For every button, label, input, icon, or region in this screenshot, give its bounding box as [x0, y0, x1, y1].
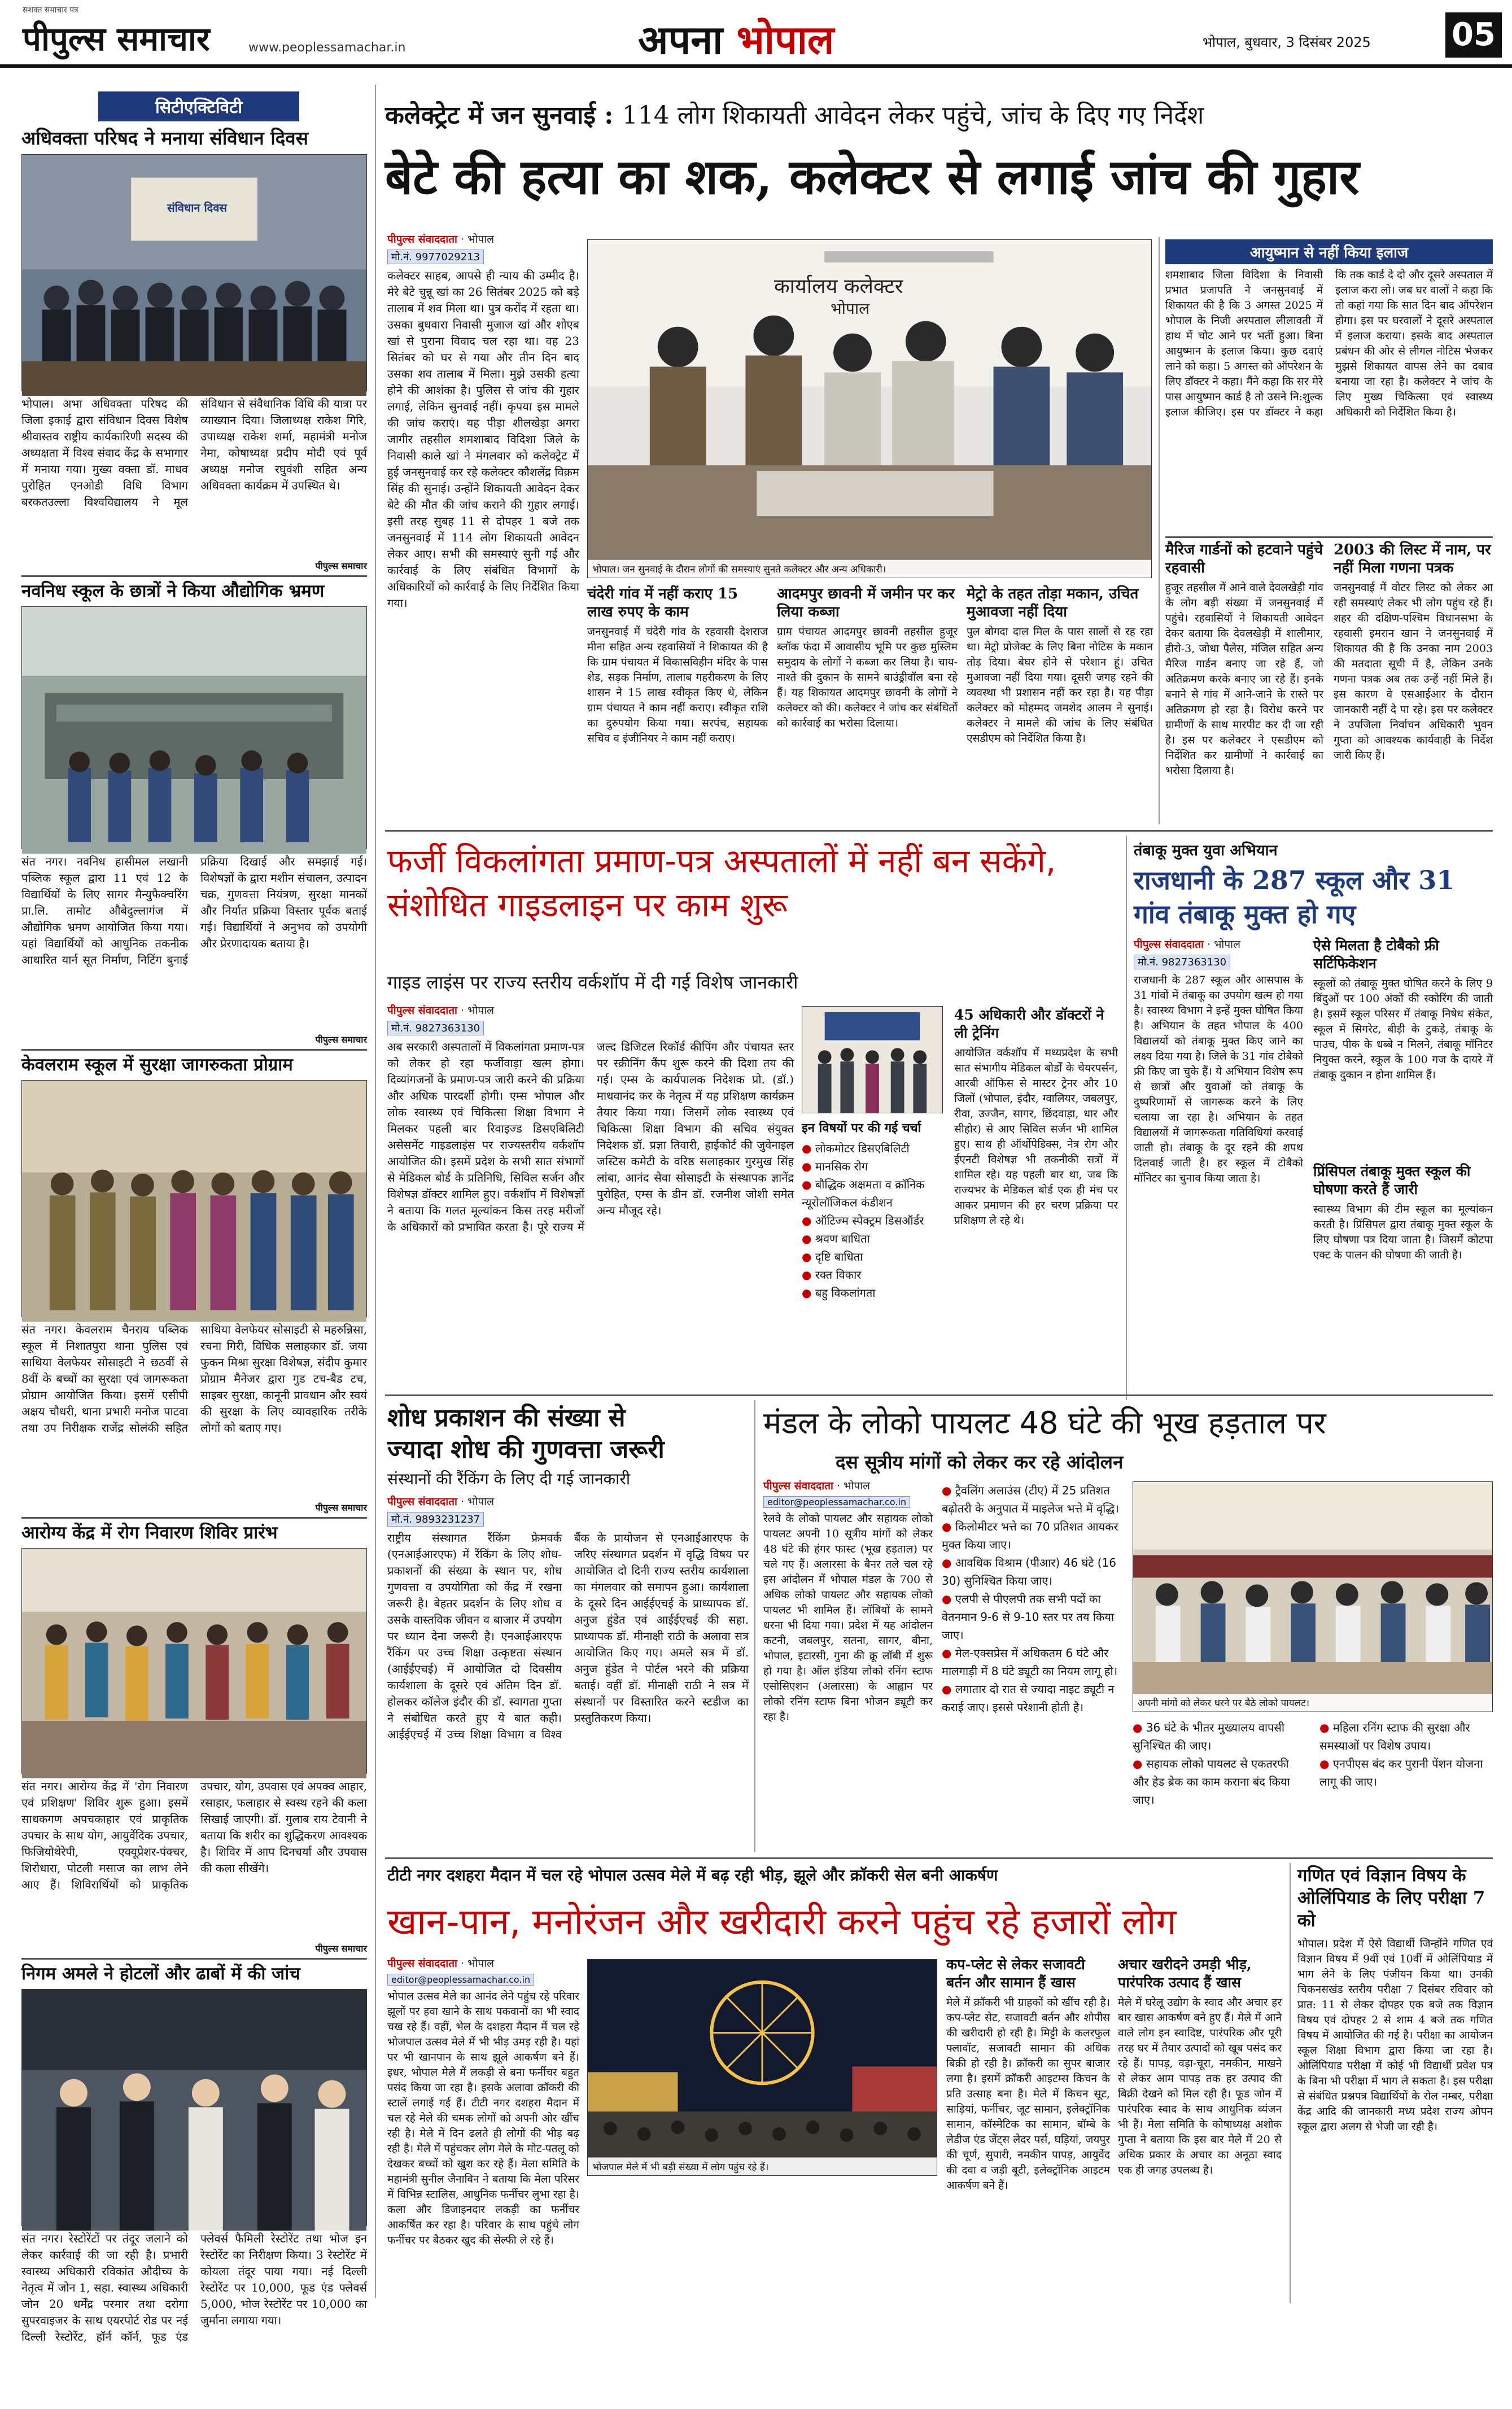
list-item: ● रक्त विकार — [802, 1266, 943, 1284]
training-body: आयोजित वर्कशॉप में मध्यप्रदेश के सभी सात संभागीय मेडिकल बोर्डों के चेयरपर्सन, आरबी ऑफिस से मास्टर ट्रेनर और 10 जिलों (भोपाल, इंदौर, ग्वालियर, जबलपुर, रीवा, उज्जैन, सागर, छिंदवाड़ा, धार और सीहोर) से आए सिविल सर्जन भी शामिल हुए। साथ ही ऑर्थोपेडिक्स, नेत्र रोग और ईएनटी विशेषज्ञ भी तकनीकी सत्रों में शामिल रहे। यह पहली बार था, जब कि राज्यभर के मेडिकल बोर्ड एक ही मंच पर आकर प्रमाणन की हर चरण प्रक्रिया पर प्रशिक्षण ले रहे थे। — [954, 1047, 1118, 1227]
disability-subhead: गाइड लाइंस पर राज्य स्तरीय वर्कशॉप में दी गई विशेष जानकारी — [387, 972, 798, 993]
metro-body: पुल बोगदा दाल मिल के पास सालों से रह रहा था। मेट्रो प्रोजेक्ट के लिए बिना नोटिस के मकान तोड़ दिया। बेघर होने से परेशान हूं। उचित मुआवजा नहीं दिया गया। दूसरी जगह रहने की व्यवस्था भी प्रशासन नहीं कर रहा है। यह पीड़ा कलेक्टर को मोहम्मद जमशेद आलम ने सुनाई। कलेक्टर ने मामले की जांच के लिए संबंधित एसडीएम को निर्देशित किया है। — [967, 626, 1153, 745]
story-body: संत नगर। आरोग्य केंद्र में 'रोग निवारण एवं प्रशिक्षण' शिविर शुरू हुआ। इसमें साधकगण अपचकाहार एवं प्राकृतिक उपचार के साथ योग, आयुर्वेदिक उपचार, फिजियोथेरेपी, एक्यूप्रेशर-पंक्चर, शिरोधारा, पोटली मसाज का लाभ लेने आए हैं। शिविरार्थियों को प्राकृतिक उपचार, योग, उपवास एवं अपक्व आहार, रसाहार, फलाहार से स्वस्थ रहने की कला सिखाई जाएगी। डॉ. गुलाब राय टेवानी ने बताया कि शरीर का शुद्धिकरण आवश्यक है। शिविर में आप दिनचर्या और उपवास की कला सीखेंगे। — [21, 1780, 367, 1891]
photo-hotel-inspection — [21, 1989, 367, 2226]
list-item: ● मानसिक रोग — [802, 1157, 943, 1175]
mela-email: editor@peoplessamachar.co.in — [387, 1974, 534, 1986]
disability-headline: फर्जी विकलांगता प्रमाण-पत्र अस्पतालों में नहीं बन सकेंगे, संशोधित गाइडलाइन पर काम शुरू — [387, 842, 1056, 924]
list-item: ● आवधिक विश्राम (पीआर) 46 घंटे (16 30) सुनिश्चित किया जाए। — [942, 1554, 1122, 1590]
chandari-story — [587, 585, 768, 825]
metro-headline: मेट्रो के तहत तोड़ा मकान, उचित मुआवजा नहीं दिया — [967, 585, 1139, 620]
chandari-headline: चंदेरी गांव में नहीं कराए 15 लाख रुपए के काम — [587, 585, 738, 620]
photo-office-sign: कार्यालय कलेक्टर — [774, 275, 903, 298]
mela-photo — [587, 1959, 937, 2176]
loco-demands-2 — [1133, 1719, 1493, 1854]
ayushman-box — [1165, 239, 1493, 533]
mela-story — [387, 1956, 579, 2300]
tobacco-byline: पीपुल्स संवाददाता · भोपाल — [1134, 938, 1240, 951]
story-body: संत नगर। केवलराम चैनराय पब्लिक स्कूल में निशातपुरा थाना पुलिस एवं साथिया वेलफेयर सोसाइटी ने छठवीं से 8वीं के बच्चों का सुरक्षा एवं जागरूकता प्रोग्राम आयोजित किया। इसमें एसीपी अक्षय चौधरी, थाना प्रभारी मनोज पाटवा तथा उप निरीक्षक राजेंद्र सोलंकी सहित साथिया वेलफेयर सोसाइटी से महरुन्निसा, रचना गिरी, विधिक सलाहकार डॉ. जया फुकन मिश्रा सुरक्षा विशेषज्ञ, संदीप कुमार प्रोग्राम मैनेजर द्वारा गुड टच-बैड टच, साइबर सुरक्षा, कानूनी प्रावधान और स्वयं की सुरक्षा के लिए व्यावहारिक तरीके लोगों को बताए गए। — [21, 1323, 367, 1435]
section-title: अपना भोपाल — [638, 16, 834, 63]
brand-tagline: सशक्त समाचार पत्र — [23, 6, 78, 15]
disability-byline: पीपुल्स संवाददाता · भोपाल — [387, 1004, 494, 1017]
list-item: ● लोकमोटर डिसएबिलिटी — [802, 1139, 943, 1157]
demands-list — [942, 1481, 1122, 1716]
research-headline: शोध प्रकाशन की संख्या से — [387, 1404, 626, 1432]
photo-safety-program — [21, 1080, 367, 1317]
marriage-headline: मैरिज गार्डनों को हटवाने पहुंचे रहवासी — [1165, 541, 1323, 576]
olympiad-headline: गणित एवं विज्ञान विषय के ओलिंपियाड के लिए परीक्षा 7 को — [1297, 1865, 1485, 1931]
loco-body: रेलवे के लोको पायलट और सहायक लोको पायलट अपनी 10 सूत्रीय मांगों को लेकर 48 घंटे की हंगर फास्ट (भूख हड़ताल) पर चले गए हैं। अलारसा के बैनर तले चल रहे इस आंदोलन में भोपाल मंडल के 700 से अधिक लोको पायलट और सहायक लोको पायलट भी शामिल हैं। लॉबियों के सामने धरना भी दिया गया। प्रदेश में यह आंदोलन कटनी, जबलपुर, सतना, सागर, बीना, भोपाल, इटारसी, गुना की क्रू लॉबी में शुरू हो गया है। ऑल इंडिया लोको रनिंग स्टाफ एसोसिएशन (अलारसा) के आह्वान पर लोको रनिंग स्टाफ बिना भोजन ड्यूटी कर रहा है। — [763, 1512, 933, 1723]
story-body: भोपाल। अभा अधिवक्ता परिषद की जिला इकाई द्वारा संविधान दिवस विशेष श्रीवास्तव राष्ट्रीय कार्यकारिणी सदस्य की अध्यक्षता में विश्व संवाद केंद्र के सभागार में मनाया गया। मुख्य वक्ता डॉ. माधव पुरोहित एनओडी विधि विभाग बरकतउल्ला विश्वविद्यालय ने मूल संविधान से संवैधानिक विधि की यात्रा पर व्याख्यान दिया। जिलाध्यक्ष राकेश गिरि, उपाध्यक्ष राकेश शर्मा, महामंत्री मनोज नेमा, कोषाध्यक्ष प्रदीप मोदी एवं पूर्व अध्यक्ष मनोज रघुवंशी सहित अन्य अधिवक्ता कार्यक्रम में उपस्थित थे। — [21, 397, 367, 509]
list-2003-body: जनसुनवाई में वोटर लिस्ट को लेकर आ रही समस्याएं लेकर भी लोग पहुंच रहे हैं। शहर की दक्षिण-पश्चिम विधानसभा के रहवासी इमरान खान ने जनसुनवाई में शिकायत की है कि उनका नाम 2003 की मतदाता सूची में है, लेकिन उनके गणना पत्रक अब तक उन्हें नहीं मिले हैं। इस कारण वे एसआईआर के दौरान जानकारी नहीं दे पा रहे। इस पर कलेक्टर ने उपजिला निर्वाचन अधिकारी भुवन गुप्ता को आवश्यक कार्यवाही के निर्देश जारी किए हैं। — [1334, 582, 1493, 762]
story-headline: आरोग्य केंद्र में रोग निवारण शिविर प्रारंभ — [21, 1523, 278, 1543]
photo-scene — [22, 1990, 366, 2231]
loco-story — [763, 1478, 933, 1851]
lead-phone: मो.नं. 9977029213 — [387, 250, 484, 264]
story-credit: पीपुल्स समाचार — [315, 1502, 367, 1513]
photo-banner-text: संविधान दिवस — [167, 201, 227, 215]
story-credit: पीपुल्स समाचार — [315, 1943, 367, 1954]
research-byline: पीपुल्स संवाददाता · भोपाल — [387, 1496, 494, 1508]
list-item: ● एलपी से पीएलपी तक सभी पदों का वेतनमान 9-6 से 9-10 स्तर पर तय किया जाए। — [942, 1590, 1122, 1644]
brand-logo: सशक्त समाचार पत्र पीपुल्स समाचार — [23, 6, 210, 58]
story-headline: केवलराम स्कूल में सुरक्षा जागरुकता प्रोग्राम — [21, 1055, 293, 1075]
mela-kicker: टीटी नगर दशहरा मैदान में चल रहे भोपाल उत्सव मेले में बढ़ रही भीड़, झूले और क्रॉकरी सेल बनी आकर्षण — [387, 1866, 998, 1885]
story-credit: पीपुल्स समाचार — [315, 561, 367, 571]
topics-list — [802, 1139, 943, 1302]
list-item: ● महिला रनिंग स्टाफ की सुरक्षा और समस्याओं पर विशेष उपाय। — [1319, 1719, 1493, 1755]
photo-health-camp — [21, 1548, 367, 1774]
workshop-photo — [802, 1006, 943, 1113]
photo-scene — [22, 607, 366, 854]
olympiad-story — [1297, 1864, 1493, 2305]
loco-email: editor@peoplessamachar.co.in — [763, 1496, 910, 1508]
lead-byline: पीपुल्स संवाददाता · भोपाल — [387, 233, 494, 246]
list-2003-story — [1334, 541, 1493, 823]
photo-caption: भोजपाल मेले में भी बड़ी संख्या में लोग पहुंच रहे हैं। — [588, 2157, 937, 2175]
mela-body: भोपाल उत्सव मेले का आनंद लेने पहुंच रहे परिवार झूलों पर हवा खाने के साथ पकवानों का भी स्वाद चख रहे हैं। वहीं, भेल के दशहरा मैदान में चल रहे भोजपाल उत्सव मेले में भी भीड़ उमड़ रही है। यहां पर भी खानपान के साथ झूले आकर्षण बने हैं। इधर, भोपाल मेले में लकड़ी से बना फर्नीचर बहुत पसंद किया जा रहा है। इसके अलावा क्रॉकरी की स्टालें लगाई गई हैं। टीटी नगर दशहरा मैदान में चल रहे मेले की चमक लोगों को अपनी ओर खींच रही है। मेले में दिन ढलते ही लोगों की भीड़ बढ़ रही है। मेले में पहुंचकर लोग मेले के मोट-पतलू को देखकर बच्चों को खुश कर रहे हैं। मेला समिति के महामंत्री सुनील जैनाविन ने बताया कि मेला परिसर में विभिन्न स्टालिस, आधुनिक फर्नीचर लुभा रहा है। कला और डिजाइनदार लकड़ी का फर्नीचर आकर्षित कर रहा है। परिवार के साथ पहुंचे लोग फर्नीचर पर बैठकर खुद की सेल्फी ले रहे हैं। — [387, 1990, 579, 2246]
photo-scene — [22, 1081, 366, 1322]
list-item: ● 36 घंटे के भीतर मुख्यालय वापसी सुनिश्चित की जाए। — [1133, 1719, 1306, 1755]
research-headline-2: ज्यादा शोध की गुणवत्ता जरूरी — [387, 1435, 665, 1464]
loco-subhead: दस सूत्रीय मांगों को लेकर कर रहे आंदोलन — [836, 1451, 1124, 1473]
photo-samvidhan — [21, 154, 367, 391]
photo-scene — [1133, 1482, 1492, 1712]
pickle-story — [1118, 1956, 1282, 2300]
loco-demands — [942, 1481, 1122, 1719]
loco-byline: पीपुल्स संवाददाता · भोपाल — [763, 1480, 870, 1492]
certification-body: स्कूलों को तंबाकू मुक्त घोषित करने के लिए 9 बिंदुओं पर 100 अंकों की स्कोरिंग की जाती है। इसमें स्कूल परिसर में तंबाकू निषेध संकेत, स्कूल में सिगरेट, बीड़ी के टुकड़े, तंबाकू के पाउच, पीक के धब्बे न मिलने, तंबाकू मॉनिटर नियुक्त करने, स्कूल के 100 गज के दायरे में तंबाकू दुकान न होना शामिल हैं। — [1313, 977, 1493, 1081]
list-item: ● मेल-एक्सप्रेस में अधिकतम 6 घंटे और मालगाड़ी में 8 घंटे ड्यूटी का नियम लागू हो। — [942, 1644, 1122, 1680]
certification-headline: ऐसे मिलता है टोबैको फ्री सर्टिफिकेशन — [1313, 937, 1439, 972]
pickle-headline: अचार खरीदने उमड़ी भीड़, पारंपरिक उत्पाद हैं खास — [1118, 1956, 1252, 1991]
research-story — [387, 1402, 749, 1854]
principal-headline: प्रिंसिपल तंबाकू मुक्त स्कूल की घोषणा करते हैं जारी — [1313, 1163, 1471, 1197]
photo-scene — [588, 1960, 937, 2176]
disability-story — [387, 1003, 794, 1387]
masthead — [0, 0, 1512, 68]
adampur-headline: आदमपुर छावनी में जमीन पर कर लिया कब्जा — [777, 585, 955, 620]
disability-phone: मो.नं. 9827363130 — [387, 1021, 484, 1035]
list-item: ● ऑटिज्म स्पेक्ट्रम डिसऑर्डर — [802, 1212, 943, 1230]
page-number: 05 — [1445, 12, 1502, 58]
tobacco-label: तंबाकू मुक्त युवा अभियान — [1134, 842, 1278, 859]
photo-scene — [22, 155, 366, 396]
list-item: ● बौद्धिक अक्षमता व क्रॉनिक न्यूरोलॉजिकल कंडीशन — [802, 1175, 943, 1212]
tobacco-headline: राजधानी के 287 स्कूल और 31 गांव तंबाकू मुक्त हो गए — [1134, 865, 1455, 929]
crockery-story — [946, 1956, 1110, 2300]
crockery-headline: कप-प्लेट से लेकर सजावटी बर्तन और सामान हैं खास — [946, 1956, 1085, 1991]
lead-body: कलेक्टर साहब, आपसे ही न्याय की उम्मीद है। मेरे बेटे चुन्नू खां का 26 सितंबर 2025 को बड़े तालाब में शव मिला था। पुत्र करोंद में रहता था। उसका बुधवारा निवासी मुजाज खां और शोएब खां से पुराना विवाद चल रहा था। वह 23 सितंबर को घर से गया और तीन दिन बाद उसका शव तालाब में मिला। मुझे उसकी हत्या होने की आशंका है। पुलिस से जांच की गुहार लगाई, लेकिन सुनवाई नहीं। कृपया इस मामले की जांच कराएं। यह पीड़ा शीलखेड़ा अगरा जागीर तहसील शमशाबाद विदिशा जिले के निवासी काले खां ने मंगलवार को कलेक्ट्रेट में हुई जनसुनवाई कर रहे कलेक्टर कौशलेंद्र विक्रम सिंह की सुनाई। उन्होंने शिकायती आवेदन देकर बेटे की मौत की जांच कराने की गुहार लगाई। इसी तरह सुबह 11 से दोपहर 1 बजे तक जनसुनवाई में 114 लोग शिकायती आवेदन लेकर आए। सभी की समस्याएं सुनी गई और कार्रवाई के लिए संबंधित विभागों के अधिकारियों को कार्रवाई के लिए निर्देशित किया गया। — [387, 269, 579, 610]
list-item: ● श्रवण बाधिता — [802, 1230, 943, 1248]
loco-protest-photo — [1133, 1481, 1493, 1712]
photo-scene — [22, 1549, 366, 1778]
training-headline: 45 अधिकारी और डॉक्टरों ने ली ट्रेनिंग — [954, 1007, 1104, 1041]
metro-story — [967, 585, 1153, 825]
demands-list-2 — [1133, 1719, 1493, 1809]
tobacco-phone: मो.नं. 9827363130 — [1134, 955, 1230, 969]
ayushman-body: शमशाबाद जिला विदिशा के निवासी प्रभात प्रजापति ने जनसुनवाई में शिकायत की है कि 3 अगस्त 2025 में भोपाल के निजी अस्पताल लीलावती में हाथ में चोट आने पर भर्ती हुआ। बिना आयुष्मान के इलाज किया। कुछ दवाएं लाने को कहा। 5 अगस्त को ऑपरेशन के लिए डॉक्टर ने कहा। मैंने कहा कि सर मेरे पास आयुष्मान कार्ड है तो उसने नि:शुल्क इलाज कीजिए। इस पर डॉक्टर ने कहा कि तक कार्ड दे दो और दूसरे अस्पताल में इलाज करा लो। जब घर वालों ने कहा कि तो कहां गया कि सात दिन बाद ऑपरेशन होगा। इस पर घरवालों ने दूसरे अस्पताल में इलाज कराया। इसके बाद अस्पताल प्रबंधन की ओर से लीगल नोटिस भेजकर मुझसे शिकायत वापस लेने का दबाव बनाया जा रहा है। कलेक्टर ने जांच के लिए मुख्य चिकित्सा एवं स्वास्थ्य अधिकारी को निर्देशित किया है। — [1165, 269, 1493, 418]
mela-headline: खान-पान, मनोरंजन और खरीदारी करने पहुंच रहे हजारों लोग — [387, 1901, 1177, 1943]
disability-body: अब सरकारी अस्पतालों में विकलांगता प्रमाण-पत्र को लेकर हो रहा फर्जीवाड़ा खत्म होगा। दिव्यांगजनों के प्रमाण-पत्र जारी करने की प्रक्रिया और अधिक पारदर्शी होगी। एम्स भोपाल और लोक स्वास्थ्य एवं चिकित्सा शिक्षा विभाग ने मिलकर पहली बार रिवाइज्ड डिसएबिलिटी असेसमेंट गाइडलाइंस पर राज्यस्तरीय वर्कशॉप आयोजित की। इसमें प्रदेश के सभी सात संभागों से मेडिकल बोर्ड के प्रतिनिधि, सिविल सर्जन और विशेषज्ञ डॉक्टर शामिल हुए। वर्कशॉप में विशेषज्ञों ने बताया कि गलत मूल्यांकन किस तरह मरीजों के अधिकारों को प्रभावित करता है। पूरे राज्य में जल्द डिजिटल रिकॉर्ड कीपिंग और पंचायत स्तर पर स्क्रीनिंग कैंप शुरू करने की दिशा तय की गई। एम्स के कार्यपालक निदेशक प्रो. (डॉ.) माधवानंद कर के नेतृत्व में यह प्रशिक्षण कार्यक्रम तैयार किया गया। जिसमें लोक स्वास्थ्य एवं चिकित्सा शिक्षा विभाग की सचिव संयुक्त निदेशक डॉ. प्रज्ञा तिवारी, हाईकोर्ट की जुवेनाइल जस्टिस कमेटी के वरिष्ठ सलाहकार गुरमुख सिंह लांबा, आनंद सेवा सोसाइटी के संस्थापक ज्ञानेंद्र पुरोहित, एम्स के डीन डॉ. रजनीश जोशी समेत अन्य मौजूद रहे। — [387, 1040, 794, 1234]
photo-scene — [802, 1007, 942, 1113]
principal-body: स्वास्थ्य विभाग की टीम स्कूल का मूल्यांकन करती है। प्रिंसिपल द्वारा तंबाकू मुक्त स्कूल के लिए घोषणा पत्र दिया जाता है। जिसमें कोटपा एक्ट के पालन की घोषणा की जाती है। — [1313, 1203, 1493, 1261]
list-2003-headline: 2003 की लिस्ट में नाम, पर नहीं मिला गणना पत्रक — [1334, 541, 1491, 576]
photo-caption: भोपाल। जन सुनवाई के दौरान लोगों की समस्याएं सुनते कलेक्टर और अन्य अधिकारी। — [588, 559, 1151, 578]
story-headline: नवनिध स्कूल के छात्रों ने किया औद्योगिक भ्रमण — [21, 581, 325, 601]
lead-story — [387, 231, 579, 830]
photo-office-sign-city: भोपाल — [831, 299, 870, 318]
crockery-body: मेले में क्रॉकरी भी ग्राहकों को खींच रही है। कप-प्लेट सेट, सजावटी बर्तन और शोपीस की खरीदारी हो रही है। मिट्टी के कलरफुल फ्लावॉट, सजावटी सामान की अधिक बिक्री हो रही है। क्रॉकरी का सुपर बाजार लगा है। इसमें क्रॉकरी आइटम्स किचन के प्रति उत्साह बना है। मेले में किचन सूट, साड़ियां, फर्नीचर, जूट सामान, इलेक्ट्रॉनिक सामान, कॉस्मेटिक का सामान, बॉम्बे के लेडीज एंड जेंट्स लेदर पर्स, घड़ियां, जयपुर की चूर्ण, सुपारी, नमकीन पापड़, आयुर्वेद की दवा व जड़ी बूटी, इलेक्ट्रॉनिक आइटम आकर्षण बने हैं। — [946, 1996, 1110, 2192]
chandari-body: जनसुनवाई में चंदेरी गांव के रहवासी देशराज मीना सहित अन्य रहवासियों ने शिकायत की है कि ग्राम पंचायत में विकासविहीन मंदिर के पास शेड, सड़क निर्माण, तालाब गहरीकरण के लिए शासन ने 15 लाख स्वीकृत किए थे, लेकिन ग्राम पंचायत ने काम नहीं कराए। स्वीकृत राशि का दुरुपयोग किया गया। सरपंच, सहायक सचिव व इंजीनियर ने काम नहीं कराए। — [587, 626, 768, 745]
list-item: ● एनपीएस बंद कर पुरानी पेंशन योजना लागू की जाए। — [1319, 1755, 1493, 1791]
mela-byline: पीपुल्स संवाददाता · भोपाल — [387, 1957, 494, 1970]
story-headline: अधिवक्ता परिषद ने मनाया संविधान दिवस — [21, 127, 308, 149]
list-item: ● बहु विकलांगता — [802, 1284, 943, 1302]
website: www.peoplessamachar.in — [248, 41, 406, 55]
lead-headline: बेटे की हत्या का शक, कलेक्टर से लगाई जांच की गुहार — [385, 148, 1360, 206]
tobacco-body: राजधानी के 287 स्कूल और आसपास के 31 गांवों में तंबाकू का उपयोग खत्म हो गया है। स्वास्थ्य विभाग ने इन्हें मुक्त घोषित किया है। अभियान के तहत भोपाल के 400 विद्यालयों को तंबाकू मुक्त किए जाने का लक्ष्य दिया गया है। जिले के 31 गांव टोबैको फ्री किए जा चुके हैं। ये अभियान विशेष रूप से छात्रों और युवाओं को तंबाकू के दुष्परिणामों से जागरूक करने के लिए चलाया जा रहा है। अभियान के तहत विद्यालयों में जागरूकता गतिविधियां करवाई जाती हो। तंबाकू के दूर रहने की शपथ दिलवाई जाती है। हर स्कूल में टोबैको मॉनिटर का चुनाव किया जाता है। — [1134, 974, 1303, 1184]
story-body: संत नगर। नवनिध हासीमल लखानी पब्लिक स्कूल द्वारा 11 एवं 12 के विद्यार्थियों के लिए सागर मैन्युफैक्चरिंग प्रा.लि. तामोट औबेदुल्लागंज में औद्योगिक भ्रमण आयोजित किया गया। यहां विद्यार्थियों को आधुनिक तकनीक आधारित यार्न सूत निर्माण, निटिंग बुनाई प्रक्रिया दिखाई और समझाई गई। विशेषज्ञों के द्वारा मशीन संचालन, उत्पादन चक्र, गुणवत्ता नियंत्रण, सुरक्षा मानकों और निर्यात प्रक्रिया विस्तार पूर्वक बताई गई। विद्यार्थियों ने अनुभव को उपयोगी और प्रेरणादायक बताया है। — [21, 855, 367, 967]
list-item: ● किलोमीटर भत्ते का 70 प्रतिशत आयकर मुक्त किया जाए। — [942, 1518, 1122, 1554]
research-subhead: संस्थानों की रैंकिंग के लिए दी गई जानकारी — [387, 1470, 631, 1488]
list-item: ● दृष्टि बाधिता — [802, 1248, 943, 1266]
tobacco-story — [1134, 839, 1493, 1404]
list-item: ● लगातार दो रात से ज्यादा नाइट ड्यूटी न कराई जाए। इससे परेशानी होती है। — [942, 1680, 1122, 1716]
list-item: ● सहायक लोको पायलट से एकतरफी और हेड ब्रेक का काम कराना बंद किया जाए। — [1133, 1755, 1306, 1809]
marriage-body: हुजूर तहसील में आने वाले देवलखेड़ी गांव के लोग बड़ी संख्या में जनसुनवाई में पहुंचे। रहवासियों ने शिकायती आवेदन देकर बताया कि देवलखेड़ी में शालीमार, हीरो-3, जोधा पैलेस, मंजिल सहित अन्य मैरिज गार्डन बनाए जा रहे हैं, जो अतिक्रमण करके बनाए जा रहे हैं। इनके बनाने से गांव में आने-जाने के रास्ते पर अतिक्रमण हो रहा है। विरोध करने पर ग्रामीणों के साथ मारपीट कर दी जा रही है। इस पर कलेक्टर ने एसडीएम को निर्देशित कर ग्रामीणों ने कार्रवाई का भरोसा दिलाया है। — [1165, 582, 1323, 777]
list-item: ● ट्रैवलिंग अलाउंस (टीए) में 25 प्रतिशत बढ़ोतरी के अनुपात में माइलेज भत्ते में वृद्धि। — [942, 1481, 1122, 1518]
mela-body-cont — [587, 2183, 937, 2300]
story-credit: पीपुल्स समाचार — [315, 1034, 367, 1045]
marriage-story — [1165, 541, 1323, 823]
photo-caption: अपनी मांगों को लेकर धरने पर बैठे लोको पायलट। — [1133, 1693, 1492, 1711]
research-body: राष्ट्रीय संस्थागत रैंकिंग फ्रेमवर्क (एनआईआरएफ) में रैंकिंग के लिए शोध-प्रकाशनों की संख्या के स्थान पर, शोध गुणवत्ता व उपयोगिता को केंद्र में रखना जरूरी है। बेहतर प्रदर्शन के लिए शोध व उसके वास्तविक जीवन व बाजार में उपयोग पर ध्यान देना जरूरी है। एनआईआरएफ रैंकिंग पर उच्च शिक्षा उत्कृष्टता संस्थान (आईईएचई) में आयोजित दो दिवसीय कार्यशाला के दूसरे एवं अंतिम दिन डॉ. होलकर कॉलेज इंदौर की डॉ. स्वागता गुप्ता ने संबोधित करते हुए ये बात कही। आईईएचई में उच्च शिक्षा विभाग व विश्व बैंक के प्रायोजन से एनआईआरएफ के जरिए संस्थागत प्रदर्शन में वृद्धि विषय पर आयोजित दो दिनी राज्य स्तरीय कार्यशाला का मंगलवार को समापन हुआ। कार्यशाला के दूसरे दिन आईईएचई के प्राध्यापक डॉ. अनुज हुंडेत एवं आईईएचई की सहा. प्राध्यापक डॉ. मीनाक्षी राठी के अलावा सत्र आयोजित किए गए। अमले सत्र में डॉ. अनुज हुंडेत ने पोर्टल भरने की प्रक्रिया बताई। वहीं डॉ. मीनाक्षी राठी ने सत्र में संस्थानों पर विस्तारित करने स्टडीज का प्रस्तुतिकरण किया। — [387, 1531, 749, 1741]
story-headline: निगम अमले ने होटलों और ढाबों में की जांच — [21, 1964, 300, 1984]
dateline: भोपाल, बुधवार, 3 दिसंबर 2025 — [1203, 34, 1371, 50]
pickle-body: मेले में घरेलू उद्योग के स्वाद और अचार हर बार खास आकर्षण बने हुए हैं। मेले में आने वाले लोग इन स्वादिष्ट, पारंपरिक और पूरी तरह घर में तैयार उत्पादों को खूब पसंद कर रहे हैं। पापड़, वड़ा-चूरा, नमकीन, माखने से लेकर आम पापड़ तक हर उत्पाद की बिक्री देखने को मिल रही है। फूड जोन में पारंपरिक स्वाद के साथ आधुनिक व्यंजन भी हैं। मेला समिति के कोषाध्यक्ष अशोक गुप्ता ने बताया कि इस बार मेले में 20 से अधिक प्रकार के अचार का अनूठा स्वाद एक ही जगह उपलब्ध है। — [1118, 1996, 1282, 2176]
city-activity-label: सिटीएक्टिविटी — [98, 91, 299, 121]
ayushman-banner: आयुष्मान से नहीं किया इलाज — [1165, 239, 1493, 264]
collector-hearing-photo — [587, 239, 1152, 578]
adampur-story — [777, 585, 958, 825]
lead-kicker: कलेक्ट्रेट में जन सुनवाई : 114 लोग शिकायती आवेदन लेकर पहुंचे, जांच के दिए गए निर्देश — [385, 101, 1204, 130]
training-box — [954, 1006, 1118, 1390]
topics-headline: इन विषयों पर की गई चर्चा — [802, 1121, 921, 1135]
adampur-body: ग्राम पंचायत आदमपुर छावनी तहसील हुजूर ब्लॉक फंदा में आवासीय भूमि पर कुछ मुस्लिम समुदाय के लोगों ने कब्जा कर लिया है। चाय-नाश्ते की दुकान के सामने बाउंड्रीवॉल बना रहे हैं। यह शिकायत आदमपुर छावनी के लोगों ने कलेक्टर को की। कलेक्टर ने जांच कर संबंधितों को कार्रवाई का भरोसा दिलाया। — [777, 626, 958, 729]
topics-box — [802, 1120, 943, 1385]
olympiad-body: भोपाल। प्रदेश में ऐसे विद्यार्थी जिन्होंने गणित एवं विज्ञान विषय में 9वीं एवं 10वीं में ओलिंपियाड में भाग लेने के लिए पंजीयन किया था। उनकी चिकनसखंड स्तरीय परीक्षा 7 दिसंबर रविवार को प्रात: 11 से लेकर दोपहर एक बजे तक विज्ञान विषय एवं दोपहर 2 से शाम 4 बजे तक गणित विषय में आयोजित की गई है। परीक्षा का आयोजन स्कूल शिक्षा विभाग द्वारा किया जा रहा है। ओलिंपियाड परीक्षा में कोई भी विद्यार्थी प्रवेश पत्र के बिना भी परीक्षा में भाग ले सकता है। इस परीक्षा से संबंधित प्रश्नपत्र विद्यार्थियों के रोल नम्बर, परीक्षा केंद्र आदि की जानकारी मध्य प्रदेश राज्य ओपन स्कूल द्वारा अलग से भेजी जा रही है। — [1297, 1938, 1493, 2133]
loco-headline: मंडल के लोको पायलट 48 घंटे की भूख हड़ताल पर — [763, 1405, 1326, 1441]
story-body: संत नगर। रेस्टोरेंटों पर तंदूर जलाने को लेकर कार्रवाई की जा रही है। प्रभारी स्वास्थ्य अधिकारी रविकांत औदीच्य के नेतृत्व में जोन 1, सहा. स्वास्थ्य अधिकारी जोन 20 धर्मेंद्र परमार तथा दरोगा सुपरवाइजर के साथ एयरपोर्ट रोड पर नई दिल्ली रेस्टोरेंट, हॉर्न कॉर्न, फूड एंड फ्लेवर्स फैमिली रेस्टोरेंट तथा भोज इन रेस्टोरेंट का निरीक्षण किया। 3 रेस्टोरेंट में कोयला तंदूर पाया गया। नई दिल्ली रेस्टोरेंट पर 10,000, फूड एंड फ्लेवर्स 5,000, भोज रेस्टोरेंट पर 10,000 का जुर्माना लगाया गया। — [21, 2232, 367, 2344]
photo-factory-visit — [21, 606, 367, 849]
research-phone: मो.नं. 9893231237 — [387, 1512, 484, 1527]
city-activity-column — [21, 89, 367, 2344]
